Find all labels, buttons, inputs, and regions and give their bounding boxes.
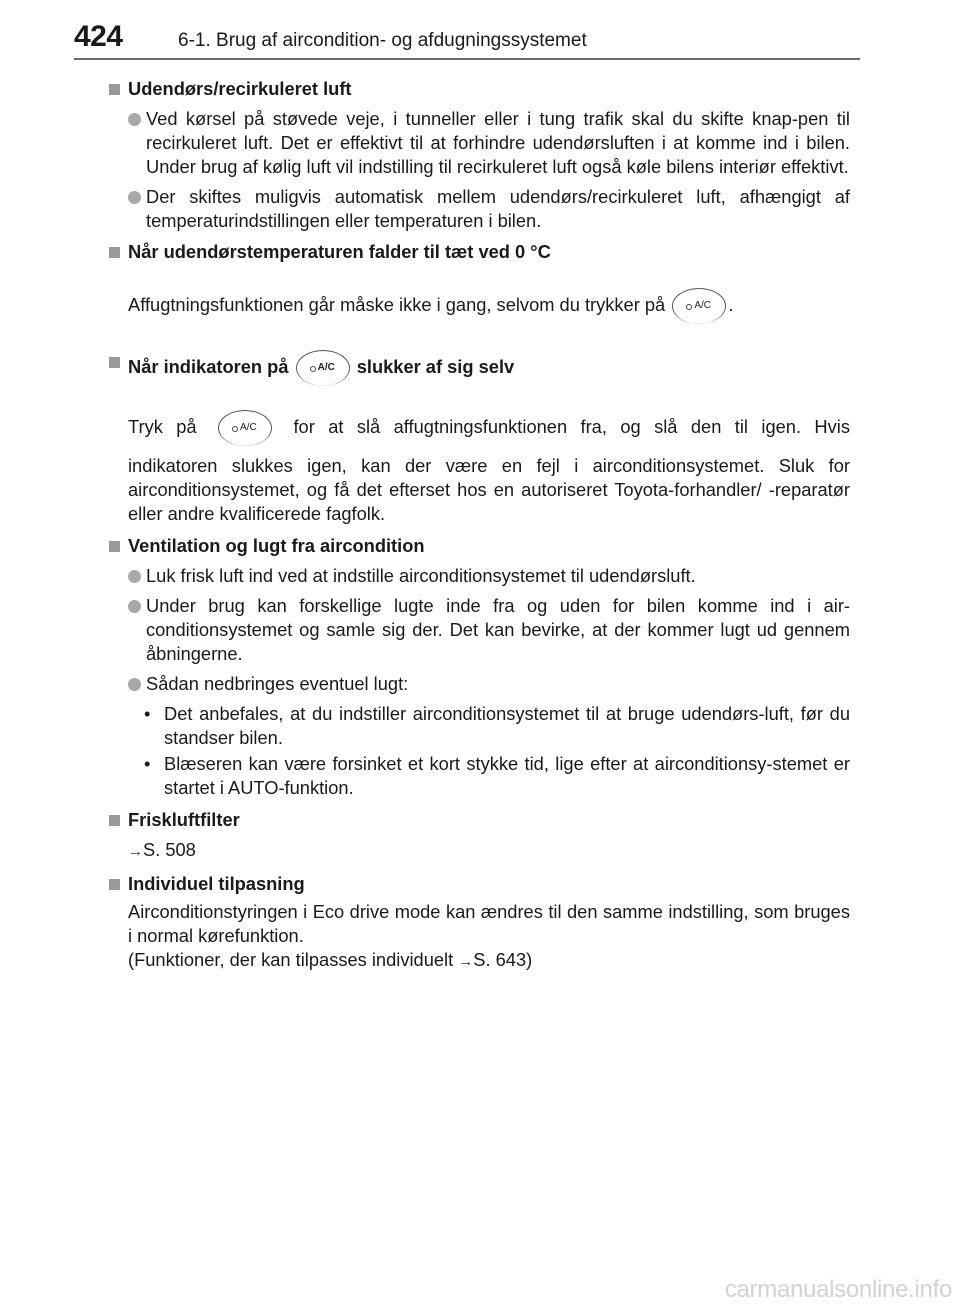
chapter-title: 6-1. Brug af aircondition- og afdugningssystemet [178,30,587,51]
square-icon [109,879,120,890]
section-heading-indicator-off: Når indikatoren på A/C slukker af sig selv [106,350,850,386]
arrow-right-icon: → [458,953,474,970]
ac-button-icon: A/C [296,350,350,386]
section-heading-ventilation-odor: Ventilation og lugt fra aircondition [106,534,850,558]
sub-bullet-item: • Blæseren kan være forsinket et kort stykke tid, lige efter at airconditionsy-stemet er startet i AUTO-funktion. [144,753,850,798]
header-rule [74,58,860,60]
bullet-item: Luk frisk luft ind ved at indstille airconditionsystemet til udendørsluft. [106,564,850,588]
ac-button-icon: A/C [218,410,272,446]
page-reference[interactable]: (Funktioner, der kan tilpasses individuelt →S. 643) [128,949,533,970]
page-content [106,72,850,974]
bullet-item: Der skiftes muligvis automatisk mellem udendørs/recirkuleret luft, afhængigt af temperaturindstillingen eller temperaturen i bilen. [106,185,850,233]
square-icon [109,541,120,552]
paragraph-customization: Airconditionstyringen i Eco drive mode kan ændres til den samme indstilling, som bruges i normal kørefunktion. [128,901,850,946]
paragraph-dehumidify: Affugtningsfunktionen går måske ikke i gang, selvom du trykker på A/C . [106,288,850,324]
bullet-item: Sådan nedbringes eventuel lugt: [106,672,850,696]
section-heading-recirculated-air: Udendørs/recirkuleret luft [106,77,850,101]
bullet-item: Ved kørsel på støvede veje, i tunneller eller i tung trafik skal du skifte knap-pen til recirkuleret luft. Det er effektivt til at forhindre udendørsluften i at komme ind i bilen. Under brug af kølig luft vil indstilling til recirkuleret luft også køle bilens interiør effektivt. [106,107,850,179]
circle-bullet-icon [128,113,141,126]
watermark: carmanualsonline.info [724,1276,952,1303]
paragraph-indicator-continue: indikatoren slukkes igen, kan der være en fejl i airconditionsystemet. Sluk for airconditionsystemet, og få det efterset hos en autoriseret Toyota-forhandler/ -reparatør eller andre kvalificerede fagfolk. [128,455,850,524]
square-icon [109,247,120,258]
ac-button-icon: A/C [672,288,726,324]
circle-bullet-icon [128,570,141,583]
paragraph-press-ac: Tryk på A/C for at slå affugtningsfunktionen fra, og slå den til igen. Hvis [106,410,850,446]
circle-bullet-icon [128,678,141,691]
section-heading-fresh-air-filter: Friskluftfilter [106,808,850,832]
arrow-right-icon: → [128,843,143,860]
square-icon [109,84,120,95]
page-number: 424 [74,20,123,53]
section-heading-customization: Individuel tilpasning [106,872,850,896]
bullet-item: Under brug kan forskellige lugte inde fra og uden for bilen komme ind i air-conditionsystemet og samle sig der. Det kan bevirke, at der kommer lugt ud gennem åbningerne. [106,594,850,666]
circle-bullet-icon [128,191,141,204]
square-icon [109,357,120,368]
sub-bullet-item: • Det anbefales, at du indstiller airconditionsystemet til at bruge udendørs-luft, før du standser bilen. [144,703,850,748]
section-heading-low-temperature: Når udendørstemperaturen falder til tæt ved 0 °C [106,240,850,264]
page-reference[interactable]: →S. 508 [128,839,196,860]
square-icon [109,815,120,826]
circle-bullet-icon [128,600,141,613]
